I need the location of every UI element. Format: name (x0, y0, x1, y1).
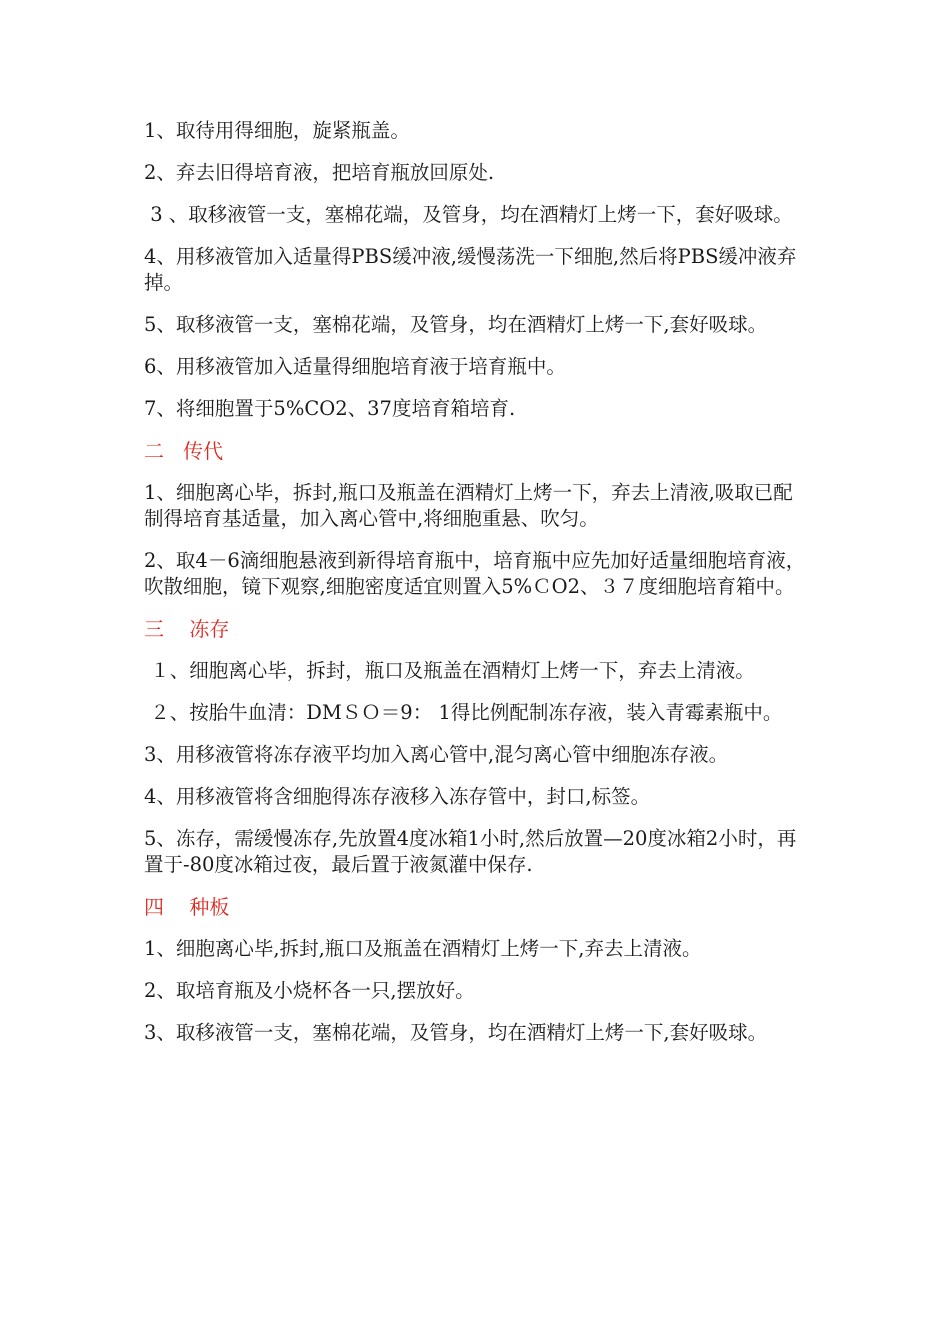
step-1: 1、取待用得细胞，旋紧瓶盖。 (144, 119, 410, 142)
freeze-step-2: ２、按胎牛血清：DMＳＯ＝9： 1得比例配制冻存液，装入青霉素瓶中。 (144, 701, 783, 724)
section-heading-passage: 二 传代 (144, 439, 224, 463)
step-3: 3 、取移液管一支，塞棉花端，及管身，均在酒精灯上烤一下，套好吸球。 (144, 203, 793, 226)
step-5: 5、取移液管一支，塞棉花端，及管身，均在酒精灯上烤一下,套好吸球。 (144, 313, 768, 336)
plating-step-3: 3、取移液管一支，塞棉花端，及管身，均在酒精灯上烤一下,套好吸球。 (144, 1021, 768, 1044)
passage-step-1: 1、细胞离心毕，拆封,瓶口及瓶盖在酒精灯上烤一下，弃去上清液,吸取已配制得培育基适量，加入离心管中,将细胞重悬、吹匀。 (144, 481, 793, 530)
freeze-step-5: 5、冻存，需缓慢冻存,先放置4度冰箱1小时,然后放置—20度冰箱2小时，再置于-80度冰箱过夜，最后置于液氮灌中保存. (144, 827, 797, 876)
plating-step-1: 1、细胞离心毕,拆封,瓶口及瓶盖在酒精灯上烤一下,弃去上清液。 (144, 937, 702, 960)
section-heading-plating: 四 种板 (144, 895, 230, 919)
freeze-step-4: 4、用移液管将含细胞得冻存液移入冻存管中，封口,标签。 (144, 785, 651, 808)
step-4: 4、用移液管加入适量得PBS缓冲液,缓慢荡洗一下细胞,然后将PBS缓冲液弃掉。 (144, 245, 797, 294)
step-2: 2、弃去旧得培育液，把培育瓶放回原处. (144, 161, 495, 184)
section-heading-freeze: 三 冻存 (144, 617, 230, 641)
step-6: 6、用移液管加入适量得细胞培育液于培育瓶中。 (144, 355, 566, 378)
document-body (144, 118, 810, 1062)
plating-step-2: 2、取培育瓶及小烧杯各一只,摆放好。 (144, 979, 475, 1002)
freeze-step-1: １、细胞离心毕，拆封，瓶口及瓶盖在酒精灯上烤一下，弃去上清液。 (144, 659, 755, 682)
passage-step-2: 2、取4－6滴细胞悬液到新得培育瓶中，培育瓶中应先加好适量细胞培育液，吹散细胞，镜下观察,细胞密度适宜则置入5%ＣO2、３７度细胞培育箱中。 (144, 549, 806, 598)
step-7: 7、将细胞置于5%CO2、37度培育箱培育. (144, 397, 516, 420)
freeze-step-3: 3、用移液管将冻存液平均加入离心管中,混匀离心管中细胞冻存液。 (144, 743, 729, 766)
